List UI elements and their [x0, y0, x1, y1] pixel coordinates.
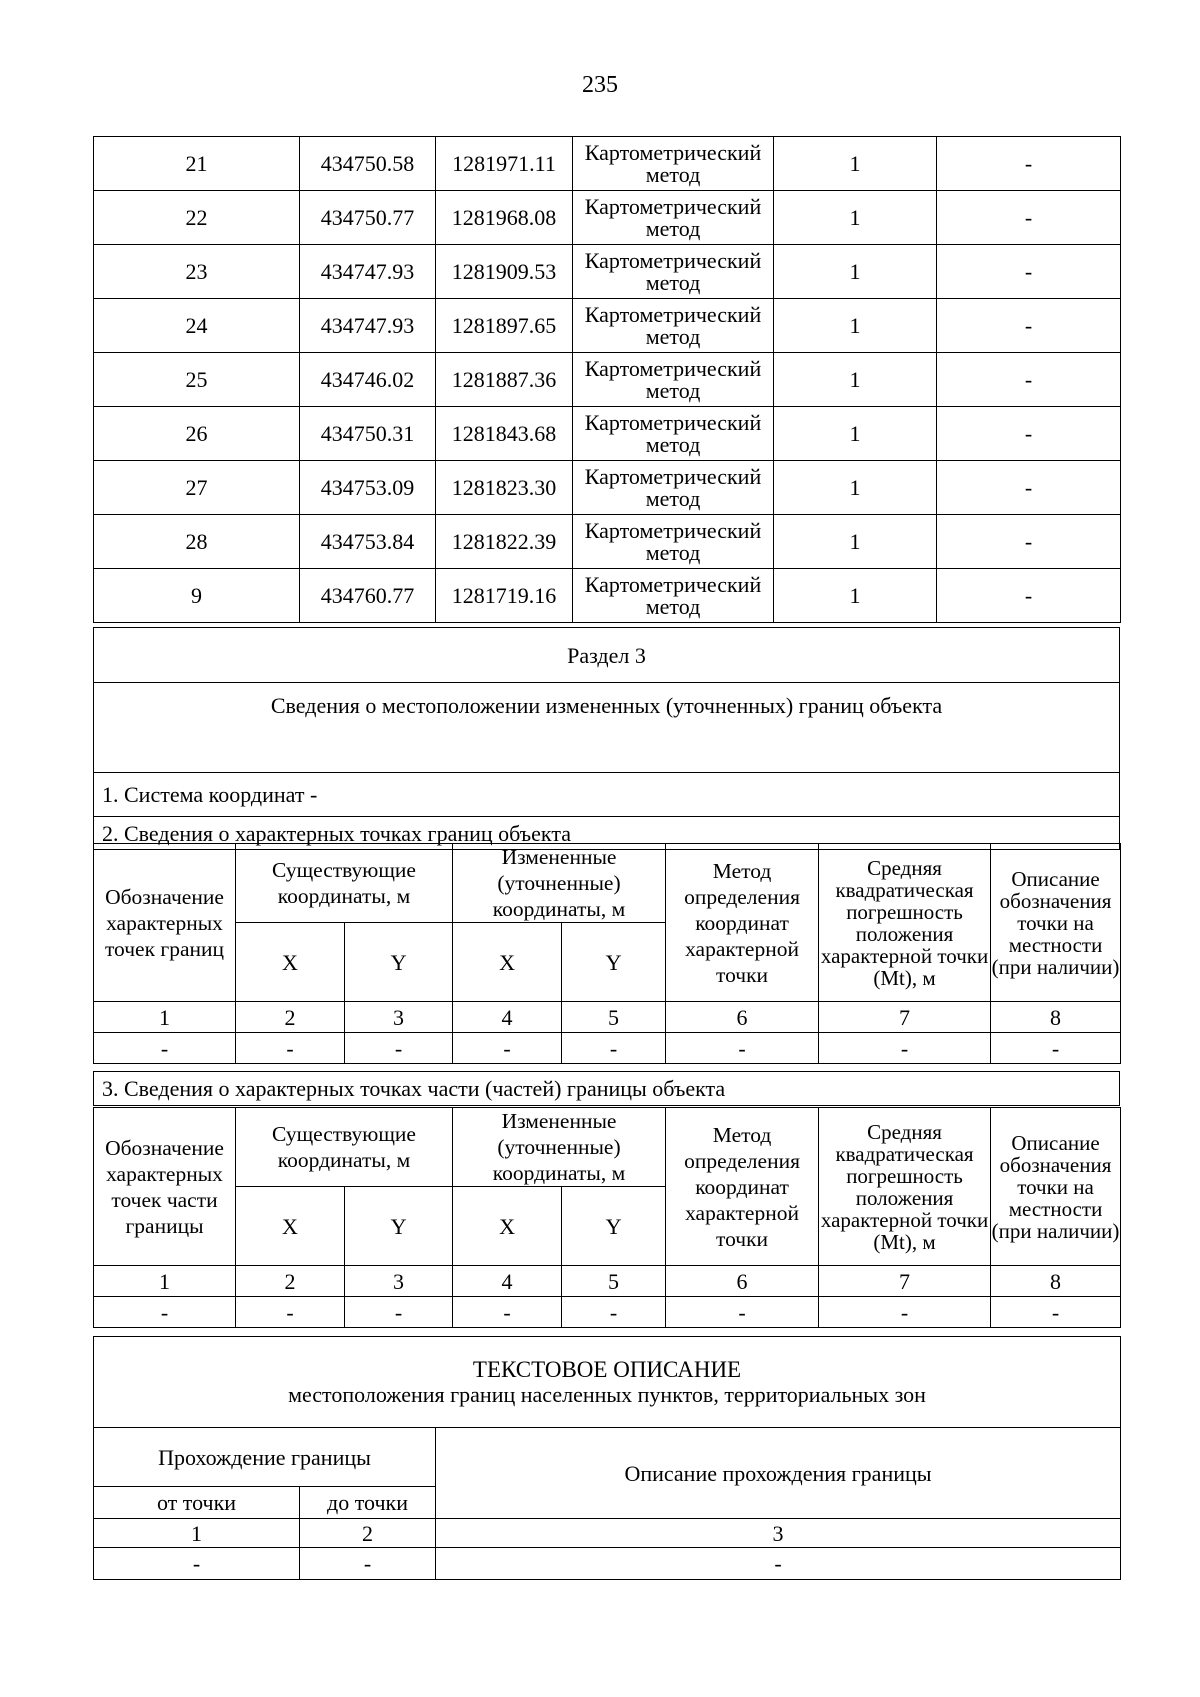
- method: Картометрический метод: [573, 245, 774, 299]
- point-row: [94, 515, 1121, 569]
- empty-row: [94, 1297, 1121, 1328]
- col-number: 1: [94, 1519, 300, 1548]
- x-coordinate: 434750.77: [300, 191, 436, 245]
- empty-cell: -: [666, 1297, 819, 1328]
- point-id: 26: [94, 407, 300, 461]
- existing-coords-header: Существующие координаты, м: [236, 844, 453, 923]
- y-header: Y: [562, 1187, 666, 1266]
- y-header: Y: [345, 923, 453, 1002]
- x-coordinate: 434750.31: [300, 407, 436, 461]
- description: -: [937, 461, 1121, 515]
- point-row: [94, 245, 1121, 299]
- passage-description-header: Описание прохождения границы: [436, 1428, 1121, 1519]
- description-header: Описание обозначения точки на местности (при наличии): [991, 1108, 1121, 1266]
- col-number: 3: [436, 1519, 1121, 1548]
- empty-cell: -: [94, 1297, 236, 1328]
- point-id: 25: [94, 353, 300, 407]
- passage-header: Прохождение границы: [94, 1428, 436, 1487]
- y-coordinate: 1281971.11: [436, 137, 573, 191]
- method: Картометрический метод: [573, 515, 774, 569]
- method: Картометрический метод: [573, 353, 774, 407]
- point-row: [94, 407, 1121, 461]
- empty-cell: -: [236, 1033, 345, 1064]
- column-number: 4: [453, 1002, 562, 1033]
- x-coordinate: 434753.09: [300, 461, 436, 515]
- x-coordinate: 434746.02: [300, 353, 436, 407]
- description: -: [937, 137, 1121, 191]
- designation-header: Обозначение характерных точек части границы: [94, 1108, 236, 1266]
- column-number: 8: [991, 1002, 1121, 1033]
- accuracy: 1: [774, 137, 937, 191]
- accuracy: 1: [774, 245, 937, 299]
- method: Картометрический метод: [573, 299, 774, 353]
- part-points-table: [93, 1107, 1121, 1328]
- empty-cell: -: [453, 1033, 562, 1064]
- point-row: [94, 191, 1121, 245]
- empty-cell: -: [562, 1033, 666, 1064]
- column-number: 5: [562, 1002, 666, 1033]
- accuracy: 1: [774, 569, 937, 623]
- text-description-header: [94, 1337, 1121, 1428]
- empty-cell: -: [94, 1548, 300, 1580]
- x-header: X: [453, 1187, 562, 1266]
- method: Картометрический метод: [573, 137, 774, 191]
- method: Картометрический метод: [573, 461, 774, 515]
- method-header: Метод определения координат характерной точки: [666, 1108, 819, 1266]
- page-number: 235: [582, 72, 618, 98]
- method-header: Метод определения координат характерной точки: [666, 844, 819, 1002]
- existing-coords-header: Существующие координаты, м: [236, 1108, 453, 1187]
- point-id: 22: [94, 191, 300, 245]
- empty-cell: -: [345, 1297, 453, 1328]
- column-number: 2: [236, 1002, 345, 1033]
- y-coordinate: 1281719.16: [436, 569, 573, 623]
- y-coordinate: 1281823.30: [436, 461, 573, 515]
- boundary-points-table: [93, 843, 1121, 1064]
- column-number: 3: [345, 1002, 453, 1033]
- parts-heading-block: [93, 1071, 1120, 1106]
- description: -: [937, 245, 1121, 299]
- empty-cell: -: [562, 1297, 666, 1328]
- empty-cell: -: [300, 1548, 436, 1580]
- coord-system: 1. Система координат -: [94, 773, 1120, 817]
- empty-cell: -: [819, 1297, 991, 1328]
- point-id: 28: [94, 515, 300, 569]
- col-number: 2: [300, 1519, 436, 1548]
- description: -: [937, 191, 1121, 245]
- accuracy: 1: [774, 191, 937, 245]
- description: -: [937, 353, 1121, 407]
- point-row: [94, 353, 1121, 407]
- accuracy-header: Средняя квадратическая погрешность положения характерной точки (Mt), м: [819, 1108, 991, 1266]
- empty-cell: -: [236, 1297, 345, 1328]
- column-number: 1: [94, 1266, 236, 1297]
- column-number: 6: [666, 1002, 819, 1033]
- x-coordinate: 434753.84: [300, 515, 436, 569]
- column-number: 2: [236, 1266, 345, 1297]
- point-id: 21: [94, 137, 300, 191]
- column-number: 8: [991, 1266, 1121, 1297]
- method: Картометрический метод: [573, 569, 774, 623]
- y-coordinate: 1281897.65: [436, 299, 573, 353]
- column-numbers-row: [94, 1266, 1121, 1297]
- accuracy: 1: [774, 299, 937, 353]
- description-header: Описание обозначения точки на местности (при наличии): [991, 844, 1121, 1002]
- empty-cell: -: [436, 1548, 1121, 1580]
- y-header: Y: [345, 1187, 453, 1266]
- x-header: X: [453, 923, 562, 1002]
- point-row: [94, 299, 1121, 353]
- column-number: 7: [819, 1002, 991, 1033]
- point-row: [94, 569, 1121, 623]
- y-coordinate: 1281909.53: [436, 245, 573, 299]
- description: -: [937, 515, 1121, 569]
- to-point-header: до точки: [300, 1487, 436, 1519]
- designation-header: Обозначение характерных точек границ: [94, 844, 236, 1002]
- y-coordinate: 1281887.36: [436, 353, 573, 407]
- accuracy: 1: [774, 353, 937, 407]
- empty-cell: -: [991, 1033, 1121, 1064]
- description: -: [937, 407, 1121, 461]
- column-numbers-row: [94, 1002, 1121, 1033]
- changed-coords-header: Измененные (уточненные) координаты, м: [453, 844, 666, 923]
- empty-cell: -: [666, 1033, 819, 1064]
- section3-block: [93, 627, 1120, 850]
- column-number: 6: [666, 1266, 819, 1297]
- empty-cell: -: [94, 1033, 236, 1064]
- points-heading: 2. Сведения о характерных точках границ объекта: [94, 817, 1120, 850]
- points-table: [93, 136, 1121, 623]
- accuracy: 1: [774, 407, 937, 461]
- text-description-subtitle: местоположения границ населенных пунктов, территориальных зон: [288, 1382, 926, 1407]
- accuracy: 1: [774, 461, 937, 515]
- y-header: Y: [562, 923, 666, 1002]
- empty-cell: -: [991, 1297, 1121, 1328]
- x-coordinate: 434760.77: [300, 569, 436, 623]
- column-number: 5: [562, 1266, 666, 1297]
- x-header: X: [236, 923, 345, 1002]
- column-number: 7: [819, 1266, 991, 1297]
- text-description-block: [93, 1336, 1121, 1580]
- point-row: [94, 461, 1121, 515]
- x-header: X: [236, 1187, 345, 1266]
- x-coordinate: 434747.93: [300, 245, 436, 299]
- changed-coords-header: Измененные (уточненные) координаты, м: [453, 1108, 666, 1187]
- point-row: [94, 137, 1121, 191]
- y-coordinate: 1281822.39: [436, 515, 573, 569]
- description: -: [937, 569, 1121, 623]
- empty-cell: -: [819, 1033, 991, 1064]
- description: -: [937, 299, 1121, 353]
- point-id: 23: [94, 245, 300, 299]
- method: Картометрический метод: [573, 407, 774, 461]
- point-id: 24: [94, 299, 300, 353]
- y-coordinate: 1281968.08: [436, 191, 573, 245]
- x-coordinate: 434747.93: [300, 299, 436, 353]
- section-subtitle: Сведения о местоположении измененных (уточненных) границ объекта: [94, 683, 1120, 773]
- column-number: 4: [453, 1266, 562, 1297]
- accuracy: 1: [774, 515, 937, 569]
- y-coordinate: 1281843.68: [436, 407, 573, 461]
- point-id: 9: [94, 569, 300, 623]
- empty-row: [94, 1033, 1121, 1064]
- point-id: 27: [94, 461, 300, 515]
- empty-cell: -: [345, 1033, 453, 1064]
- method: Картометрический метод: [573, 191, 774, 245]
- text-description-title: ТЕКСТОВОЕ ОПИСАНИЕ: [472, 1357, 742, 1382]
- empty-cell: -: [453, 1297, 562, 1328]
- column-number: 1: [94, 1002, 236, 1033]
- x-coordinate: 434750.58: [300, 137, 436, 191]
- parts-heading: 3. Сведения о характерных точках части (частей) границы объекта: [94, 1072, 1120, 1106]
- section-title: Раздел 3: [94, 628, 1120, 683]
- from-point-header: от точки: [94, 1487, 300, 1519]
- accuracy-header: Средняя квадратическая погрешность положения характерной точки (Mt), м: [819, 844, 991, 1002]
- column-number: 3: [345, 1266, 453, 1297]
